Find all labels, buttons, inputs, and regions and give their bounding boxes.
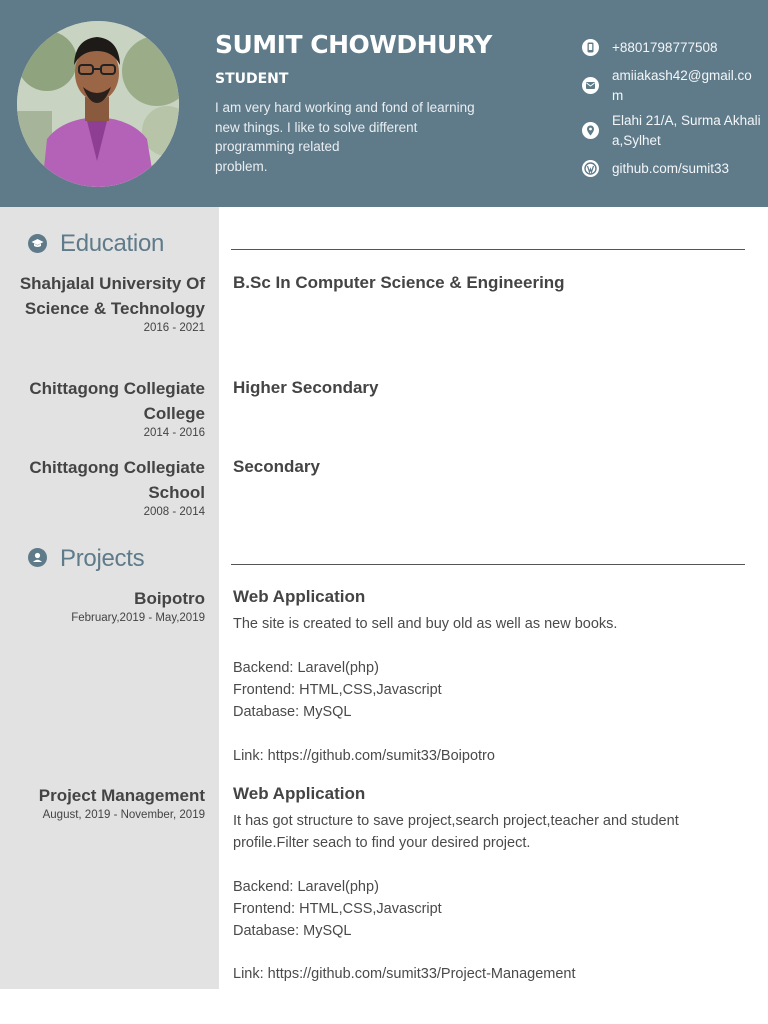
phone-number: +8801798777508 bbox=[612, 40, 718, 55]
project-type: Web Application bbox=[233, 587, 366, 606]
postal-address: Elahi 21/A, Surma Akhalia,Sylhet bbox=[612, 113, 761, 148]
project-description: The site is created to sell and buy old as well as new books. bbox=[233, 616, 618, 632]
project-database: Database: MySQL bbox=[233, 704, 352, 720]
projects-divider bbox=[231, 564, 745, 565]
wordpress-icon bbox=[582, 160, 599, 177]
project-entry-1 bbox=[5, 586, 205, 626]
project-backend: Backend: Laravel(php) bbox=[233, 660, 379, 676]
education-divider bbox=[231, 249, 745, 250]
project-database: Database: MySQL bbox=[233, 923, 352, 939]
school-name: Shahjalal University Of Science & Technology bbox=[19, 274, 205, 318]
degree-title: Higher Secondary bbox=[233, 378, 379, 397]
project-dates: February,2019 - May,2019 bbox=[71, 612, 205, 624]
contact-email[interactable] bbox=[582, 66, 762, 106]
person-name: SUMIT CHOWDHURY bbox=[215, 30, 492, 59]
project-frontend: Frontend: HTML,CSS,Javascript bbox=[233, 682, 442, 698]
degree-title: Secondary bbox=[233, 457, 320, 476]
github-link: github.com/sumit33 bbox=[612, 161, 730, 176]
education-entry-1 bbox=[5, 271, 205, 336]
projects-heading: Projects bbox=[60, 545, 145, 572]
profile-photo bbox=[17, 21, 179, 187]
school-dates: 2008 - 2014 bbox=[143, 506, 205, 518]
project-description: It has got structure to save project,search project,teacher and student profile.Filter seach to find your desired project. bbox=[233, 813, 679, 851]
education-entry-3 bbox=[5, 455, 205, 520]
project-frontend: Frontend: HTML,CSS,Javascript bbox=[233, 901, 442, 917]
phone-icon bbox=[582, 39, 599, 56]
school-name: Chittagong Collegiate School bbox=[29, 458, 205, 502]
contact-phone[interactable] bbox=[582, 38, 762, 58]
resume-header bbox=[0, 0, 768, 207]
project-backend: Backend: Laravel(php) bbox=[233, 879, 379, 895]
email-icon bbox=[582, 77, 599, 94]
degree-title: B.Sc In Computer Science & Engineering bbox=[233, 273, 565, 292]
project-name: Project Management bbox=[38, 786, 205, 805]
education-heading: Education bbox=[60, 230, 165, 257]
person-role: STUDENT bbox=[215, 71, 289, 87]
graduation-cap-icon bbox=[28, 234, 47, 253]
project-entry-2 bbox=[5, 783, 205, 823]
location-icon bbox=[582, 122, 599, 139]
user-icon bbox=[28, 548, 47, 567]
project-dates: August, 2019 - November, 2019 bbox=[42, 809, 205, 821]
school-dates: 2014 - 2016 bbox=[143, 427, 205, 439]
email-address: amiiakash42@gmail.com bbox=[612, 68, 752, 103]
school-dates: 2016 - 2021 bbox=[143, 322, 205, 334]
school-name: Chittagong Collegiate College bbox=[29, 379, 205, 423]
project-link[interactable]: Link: https://github.com/sumit33/Project-Management bbox=[233, 966, 576, 982]
project-link[interactable]: Link: https://github.com/sumit33/Boipotro bbox=[233, 748, 495, 764]
project-type: Web Application bbox=[233, 784, 366, 803]
contact-github[interactable] bbox=[582, 159, 762, 179]
education-entry-2 bbox=[5, 376, 205, 441]
project-name: Boipotro bbox=[134, 589, 205, 608]
profile-summary: I am very hard working and fond of learning new things. I like to solve different programming related problem. bbox=[215, 100, 475, 174]
contact-address bbox=[582, 111, 762, 151]
